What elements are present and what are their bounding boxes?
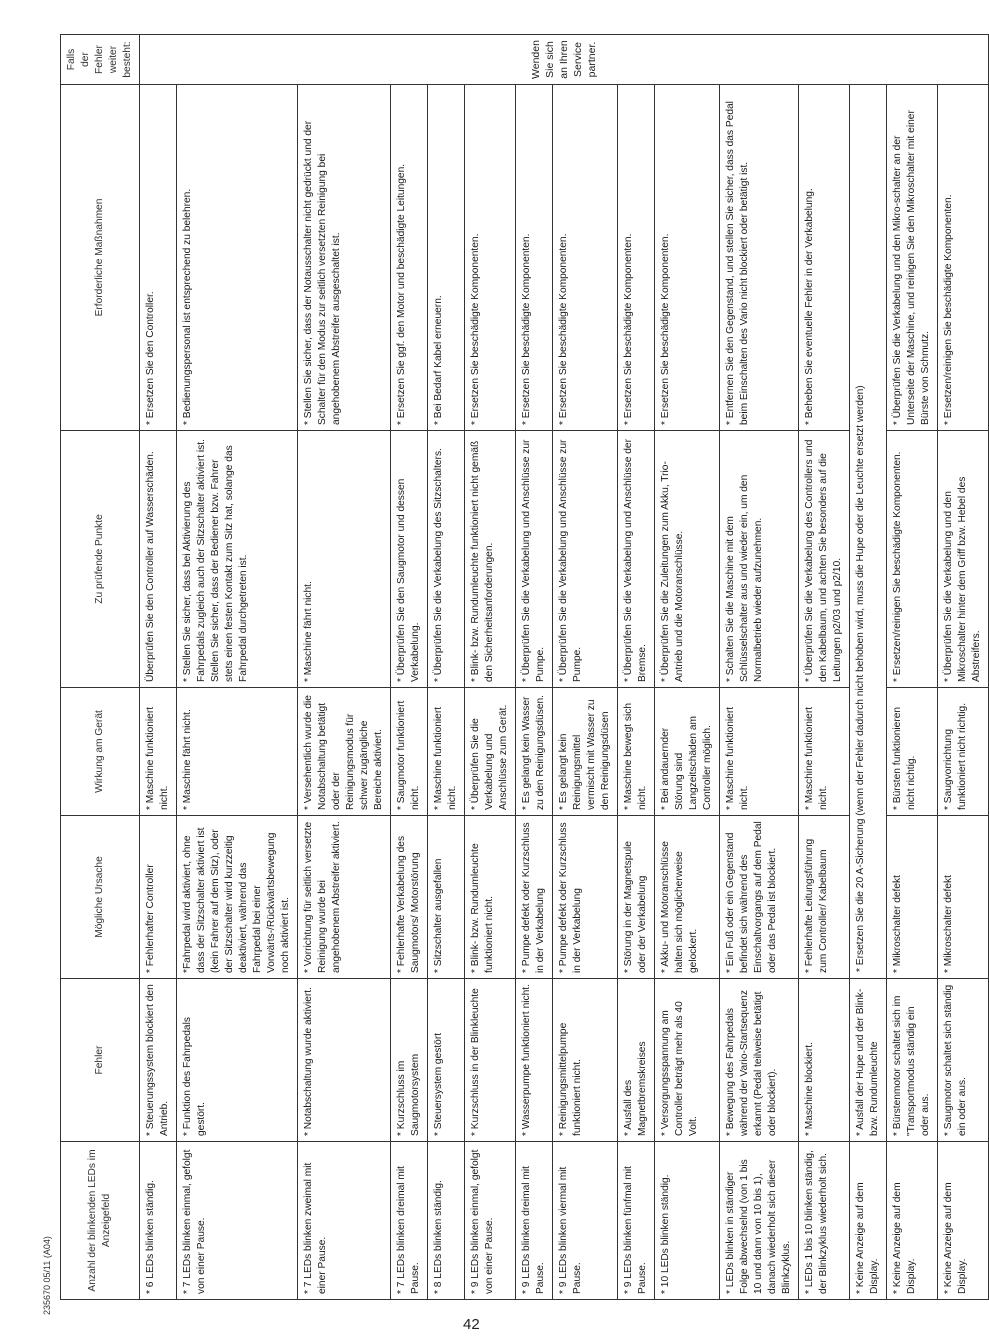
- cell-fehler: * Kurzschluss in der Blinkleuchte: [465, 979, 516, 1142]
- cell-pruefen: * Überprüfen Sie die Verkabelung und den Mikroschalter hinter dem Griff bzw. Hebel des Abstreifers.: [938, 431, 989, 688]
- cell-leds: * Keine Anzeige auf dem Display.: [938, 1142, 989, 1300]
- cell-wirkung: * Bürsten funktionieren nicht richtig.: [887, 688, 938, 816]
- cell-leds: * 8 LEDs blinken ständig.: [428, 1142, 465, 1300]
- cell-massnahmen: * Entfernen Sie den Gegenstand, und stellen Sie sicher, dass das Pedal beim Einschalten des Vario nicht blockiert oder betätigt ist.: [720, 85, 799, 431]
- table-row-fuse: [850, 35, 887, 1300]
- troubleshooting-table: [60, 34, 989, 1300]
- cell-massnahmen: * Ersetzen Sie beschädigte Komponenten.: [553, 85, 618, 431]
- cell-massnahmen: * Stellen Sie sicher, dass der Notausschalter nicht gedrückt und der Schalter für den Modus zur seitlich versetzten Reinigung bei angehobenem Abstreifer ausgeschaltet ist.: [298, 85, 391, 431]
- cell-ursache: * Fehlerhafte Leitungsführung zum Controller/ Kabelbaum: [799, 816, 850, 979]
- cell-ursache: * Blink- bzw. Rundumleuchte funktioniert nicht.: [465, 816, 516, 979]
- table-row: [720, 35, 799, 1300]
- cell-fehler: * Steuersystem gestört: [428, 979, 465, 1142]
- cell-fehler: * Wasserpumpe funktioniert nicht.: [516, 979, 553, 1142]
- cell-wirkung: * Maschine funktioniert nicht.: [428, 688, 465, 816]
- table-row: [298, 35, 391, 1300]
- cell-leds: * 7 LEDs blinken einmal, gefolgt von einer Pause.: [177, 1142, 298, 1300]
- cell-massnahmen: * Ersetzen Sie beschädigte Komponenten.: [516, 85, 553, 431]
- document-number: 235670 05/11 (A04): [42, 1236, 52, 1315]
- cell-leds: * 9 LEDs blinken einmal, gefolgt von einer Pause.: [465, 1142, 516, 1300]
- cell-fehler: * Notabschaltung wurde aktiviert.: [298, 979, 391, 1142]
- cell-ursache: * Mikroschalter defekt: [887, 816, 938, 979]
- cell-pruefen: * Maschine fährt nicht.: [298, 431, 391, 688]
- cell-fehler: * Funktion des Fahrpedals gestört.: [177, 979, 298, 1142]
- cell-pruefen: * Blink- bzw. Rundumleuchte funktioniert nicht gemäß den Sicherheitsanforderungen.: [465, 431, 516, 688]
- cell-wirkung: * Versehentlich wurde die Notabschaltung betätigt oder der Reinigungsmodus für schwer zugängliche Bereiche aktiviert.: [298, 688, 391, 816]
- cell-pruefen: Überprüfen Sie den Controller auf Wasserschäden.: [140, 431, 177, 688]
- cell-fehler: * Steuerungssystem blockiert den Antrieb.: [140, 979, 177, 1142]
- table-row: [938, 35, 989, 1300]
- cell-ursache: * Sitzschalter ausgefallen: [428, 816, 465, 979]
- cell-fuse-note: * Ersetzen Sie die 20 A-Sicherung (wenn der Fehler dadurch nicht behoben wird, muss die Hupe oder die Leuchte ersetzt werden): [850, 85, 887, 979]
- cell-ursache: * Pumpe defekt oder Kurzschluss in der Verkabelung: [516, 816, 553, 979]
- cell-wirkung: * Überprüfen Sie die Verkabelung und Anschlüsse zum Gerät.: [465, 688, 516, 816]
- header-falls-weiter: Falls der Fehler weiter besteht:: [61, 35, 140, 85]
- cell-ursache: * Mikroschalter defekt: [938, 816, 989, 979]
- cell-wirkung: * Bei andauernder Störung sind Langzeitschäden am Controller möglich.: [655, 688, 720, 816]
- table-header-row: [61, 35, 140, 1300]
- table-row: [887, 35, 938, 1300]
- servicepartner-note: Wenden Sie sich an Ihren Servicepartner.: [140, 35, 989, 85]
- cell-leds: * Keine Anzeige auf dem Display.: [887, 1142, 938, 1300]
- cell-ursache: *Fahrpedal wird aktiviert, ohne dass der Sitzschalter aktiviert ist (kein Fahrer auf dem Sitz), oder der Sitzschalter wird kurzzeitig deaktiviert, während das Fahrpedal bei einer Vorwärts-/Rückwärtsbewegung noch aktiviert ist.: [177, 816, 298, 979]
- table-row: [553, 35, 618, 1300]
- cell-wirkung: * Maschine bewegt sich nicht.: [618, 688, 655, 816]
- cell-fehler: * Maschine blockiert.: [799, 979, 850, 1142]
- cell-wirkung: * Maschine funktioniert nicht.: [799, 688, 850, 816]
- cell-ursache: * Akku- und Motoranschlüsse halten sich möglicherweise gelockert.: [655, 816, 720, 979]
- cell-fehler: * Saugmotor schaltet sich ständig ein oder aus.: [938, 979, 989, 1142]
- cell-fehler: * Versorgungsspannung am Controller beträgt mehr als 40 Volt.: [655, 979, 720, 1142]
- table-row: [465, 35, 516, 1300]
- cell-wirkung: * Es gelangt kein Wasser zu den Reinigungsdüsen.: [516, 688, 553, 816]
- cell-leds: * 9 LEDs blinken viermal mit Pause.: [553, 1142, 618, 1300]
- cell-fehler: * Ausfall der Hupe und der Blink- bzw. Rundumleuchte: [850, 979, 887, 1142]
- cell-leds: * 9 LEDs blinken dreimal mit Pause.: [516, 1142, 553, 1300]
- page-number: 42: [463, 1316, 480, 1333]
- cell-fehler: * Bürstenmotor schaltet sich im "Transportmodus ständig ein oder aus.: [887, 979, 938, 1142]
- header-ursache: Mögliche Ursache: [61, 816, 140, 979]
- cell-massnahmen: * Ersetzen Sie beschädigte Komponenten.: [618, 85, 655, 431]
- cell-ursache: * Pumpe defekt oder Kurzschluss in der Verkabelung: [553, 816, 618, 979]
- cell-pruefen: * Ersetzen/reinigen Sie beschädigte Komponenten.: [887, 431, 938, 688]
- cell-massnahmen: * Beheben Sie eventuelle Fehler in der Verkabelung.: [799, 85, 850, 431]
- cell-pruefen: * Überprüfen Sie die Zuleitungen zum Akku, Trio-Antrieb und die Motoranschlüsse.: [655, 431, 720, 688]
- cell-fehler: * Reinigungsmittelpumpe funktioniert nicht.: [553, 979, 618, 1142]
- cell-pruefen: * Schalten Sie die Maschine mit dem Schlüsselschalter aus und wieder ein, um den Normalbetrieb wieder aufzunehmen.: [720, 431, 799, 688]
- cell-wirkung: * Maschine funktioniert nicht.: [140, 688, 177, 816]
- table-row: [391, 35, 428, 1300]
- cell-wirkung: * Saugvorrichtung funktioniert nicht richtig.: [938, 688, 989, 816]
- cell-wirkung: * Maschine fährt nicht.: [177, 688, 298, 816]
- cell-leds: * 10 LEDs blinken ständig.: [655, 1142, 720, 1300]
- header-fehler: Fehler: [61, 979, 140, 1142]
- cell-wirkung: * Saugmotor funktioniert nicht.: [391, 688, 428, 816]
- header-pruefen: Zu prüfende Punkte: [61, 431, 140, 688]
- cell-leds: * 7 LEDs blinken dreimal mit Pause.: [391, 1142, 428, 1300]
- cell-ursache: * Fehlerhafter Controller: [140, 816, 177, 979]
- rotated-table-container: [60, 35, 982, 1300]
- table-row: [618, 35, 655, 1300]
- cell-fehler: * Ausfall des Magnetbremskreises: [618, 979, 655, 1142]
- cell-leds: * 7 LEDs blinken zweimal mit einer Pause.: [298, 1142, 391, 1300]
- cell-leds: * LEDs blinken in ständiger Folge abwechselnd (von 1 bis 10 und dann von 10 bis 1), danach wiederholt sich dieser Blinkzyklus.: [720, 1142, 799, 1300]
- table-row: [177, 35, 298, 1300]
- cell-fehler: * Kurzschluss im Saugmotorsystem: [391, 979, 428, 1142]
- cell-ursache: * Vorrichtung für seitlich versetzte Reinigung wurde bei angehobenem Abstreifer aktiviert.: [298, 816, 391, 979]
- cell-massnahmen: * Ersetzen Sie beschädigte Komponenten.: [465, 85, 516, 431]
- cell-wirkung: * Maschine funktioniert nicht.: [720, 688, 799, 816]
- cell-ursache: * Fehlerhafte Verkabelung des Saugmotors/ Motorstörung: [391, 816, 428, 979]
- cell-fehler: * Bewegung des Fahrpedals während der Vario-Startsequenz erkannt (Pedal teilweise betätigt oder blockiert).: [720, 979, 799, 1142]
- cell-pruefen: * Überprüfen Sie die Verkabelung des Controllers und den Kabelbaum, und achten Sie besonders auf die Leitungen p2/03 und p2/10.: [799, 431, 850, 688]
- cell-leds: * 6 LEDs blinken ständig.: [140, 1142, 177, 1300]
- cell-pruefen: * Überprüfen Sie die Verkabelung des Sitzschalters.: [428, 431, 465, 688]
- cell-leds: * LEDs 1 bis 10 blinken ständig, der Blinkzyklus wiederholt sich.: [799, 1142, 850, 1300]
- cell-massnahmen: * Ersetzen Sie ggf. den Motor und beschädigte Leitungen.: [391, 85, 428, 431]
- cell-massnahmen: * Ersetzen Sie den Controller.: [140, 85, 177, 431]
- cell-massnahmen: * Bedienungspersonal ist entsprechend zu belehren.: [177, 85, 298, 431]
- cell-pruefen: * Überprüfen Sie die Verkabelung und Anschlüsse der Bremse.: [618, 431, 655, 688]
- table-row: [140, 35, 177, 1300]
- cell-massnahmen: * Ersetzen/reinigen Sie beschädigte Komponenten.: [938, 85, 989, 431]
- cell-pruefen: * Stellen Sie sicher, dass bei Aktivierung des Fahrpedals zugleich auch der Sitzschalter aktiviert ist. Stellen Sie sicher, dass der Bediener bzw. Fahrer stets einen festen Kontakt zum Sitz hat, solange das Fahrpedal durchgetreten ist.: [177, 431, 298, 688]
- cell-leds: * Keine Anzeige auf dem Display.: [850, 1142, 887, 1300]
- header-leds: Anzahl der blinkenden LEDs im Anzeigefeld: [61, 1142, 140, 1300]
- header-massnahmen: Erforderliche Maßnahmen: [61, 85, 140, 431]
- header-wirkung: Wirkung am Gerät: [61, 688, 140, 816]
- table-row: [655, 35, 720, 1300]
- cell-wirkung: * Es gelangt kein Reinigungsmittel vermischt mit Wasser zu den Reinigungsdüsen: [553, 688, 618, 816]
- cell-massnahmen: * Überprüfen Sie die Verkabelung und den Mikro-schalter an der Unterseite der Maschine, und reinigen Sie den Mikroschalter mit einer Bürste von Schmutz.: [887, 85, 938, 431]
- cell-ursache: * Ein Fuß oder ein Gegenstand befindet sich während des Einschaltvorgangs auf dem Pedal oder das Pedal ist blockiert.: [720, 816, 799, 979]
- cell-leds: * 9 LEDs blinken fünfmal mit Pause.: [618, 1142, 655, 1300]
- cell-pruefen: * Überprüfen Sie den Saugmotor und dessen Verkabelung.: [391, 431, 428, 688]
- cell-massnahmen: * Ersetzen Sie beschädigte Komponenten.: [655, 85, 720, 431]
- cell-massnahmen: * Bei Bedarf Kabel erneuern.: [428, 85, 465, 431]
- table-row: [799, 35, 850, 1300]
- cell-pruefen: * Überprüfen Sie die Verkabelung und Anschlüsse zur Pumpe.: [516, 431, 553, 688]
- table-row: [516, 35, 553, 1300]
- cell-pruefen: * Überprüfen Sie die Verkabelung und Anschlüsse zur Pumpe.: [553, 431, 618, 688]
- table-row: [428, 35, 465, 1300]
- cell-ursache: * Störung in der Magnetspule oder der Verkabelung: [618, 816, 655, 979]
